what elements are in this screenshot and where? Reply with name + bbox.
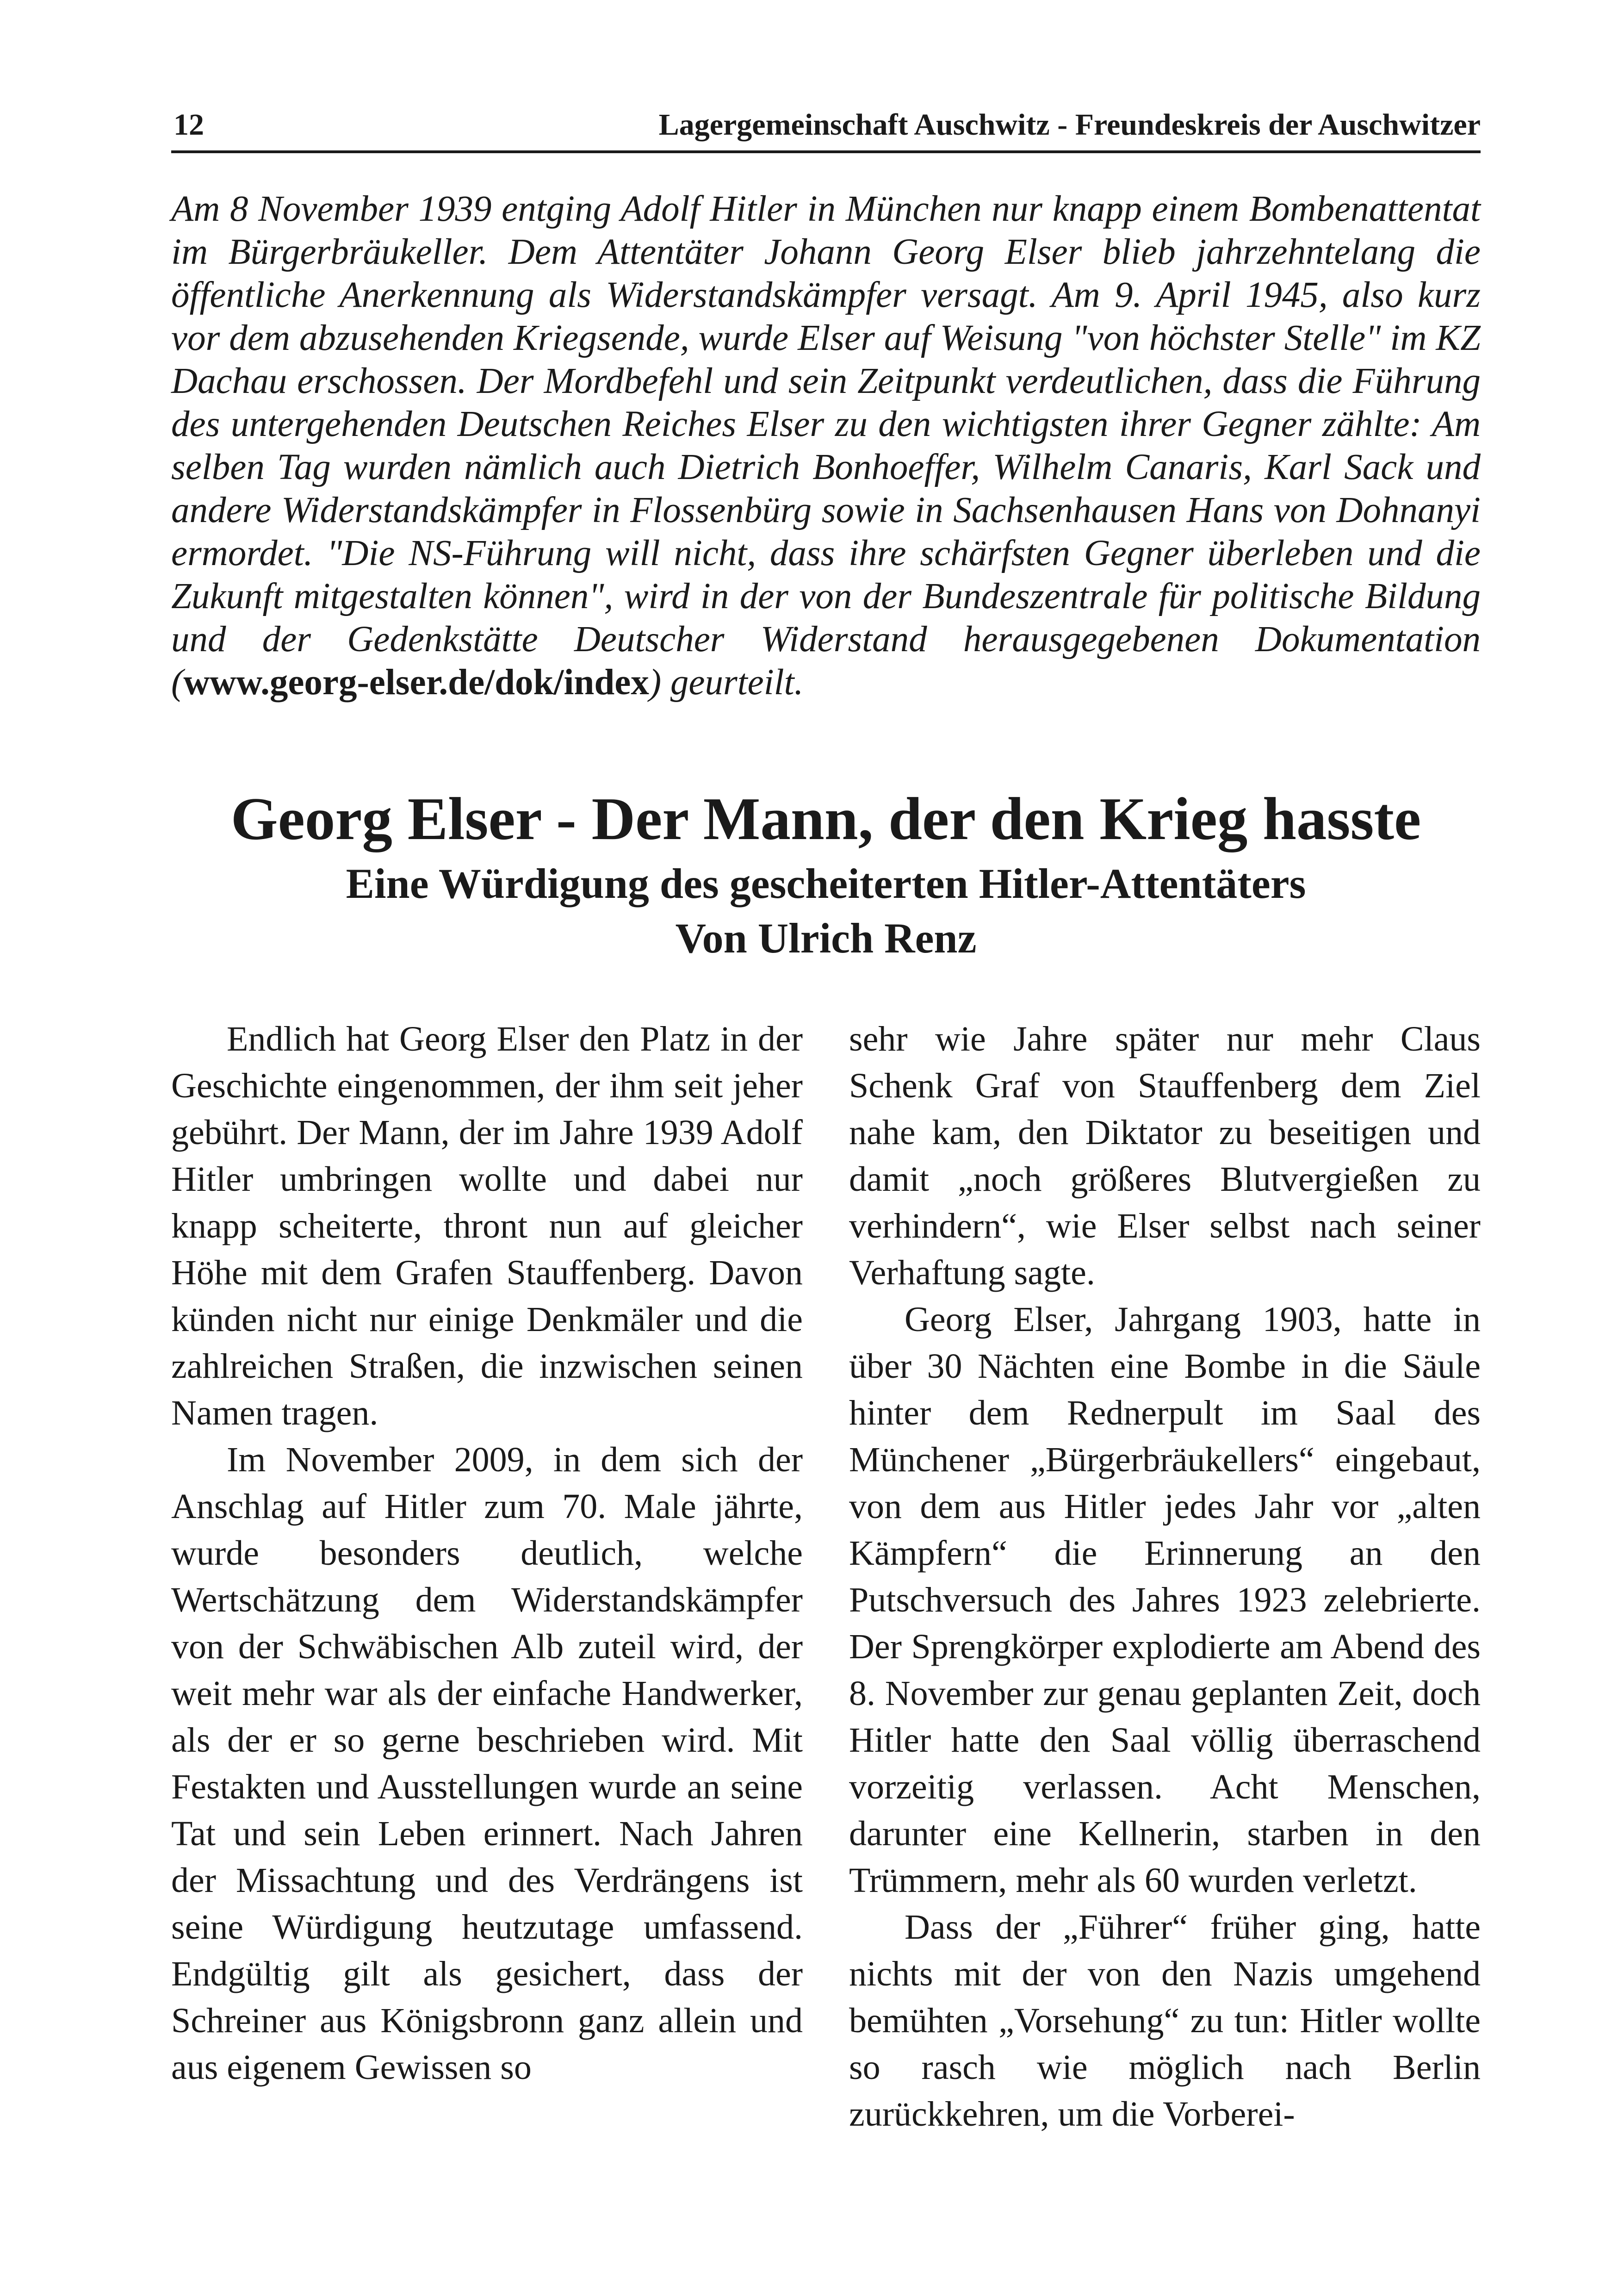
- left-column: [171, 1016, 803, 2091]
- article-author: Von Ulrich Renz: [675, 915, 977, 962]
- paragraph: Georg Elser, Jahrgang 1903, hatte in über 30 Nächten eine Bombe in die Säule hinter dem Rednerpult im Saal des Münchener „Bürgerbräukellers“ eingebaut, von dem aus Hitler jedes Jahr vor „alten Kämpfern“ die Erinnerung an den Putschversuch des Jahres 1923 zelebrierte. Der Sprengkörper explodierte am Abend des 8. November zur genau geplanten Zeit, doch Hitler hatte den Saal völlig überraschend vorzeitig verlassen. Acht Menschen, darunter eine Kellnerin, starben in den Trümmern, mehr als 60 wurden verletzt.: [849, 1300, 1481, 1900]
- paragraph-continuation: sehr wie Jahre später nur mehr Claus Schenk Graf von Stauffenberg dem Ziel nahe kam, den Diktator zu beseitigen und damit „noch größeres Blutvergießen zu verhindern“, wie Elser selbst nach seiner Verhaftung sagte.: [849, 1020, 1481, 1292]
- paragraph: Dass der „Führer“ früher ging, hatte nichts mit der von den Nazis umgehend bemühten „Vorsehung“ zu tun: Hitler wollte so rasch wie möglich nach Berlin zurückkehren, um die Vorberei-: [849, 1908, 1481, 2134]
- documentation-url: www.georg-elser.de/dok/index: [183, 662, 649, 703]
- paragraph: Endlich hat Georg Elser den Platz in der Geschichte eingenommen, der ihm seit jeher gebührt. Der Mann, der im Jahre 1939 Adolf Hitler umbringen wollte und dabei nur knapp scheiterte, thront nun auf gleicher Höhe mit dem Grafen Stauffenberg. Davon künden nicht nur einige Denkmäler und die zahlreichen Straßen, die inzwischen seinen Namen tragen.: [171, 1020, 803, 1432]
- intro-paragraph: [171, 187, 1481, 704]
- article-subtitle: Eine Würdigung des gescheiterten Hitler-Attentäters: [346, 860, 1306, 907]
- running-head: [171, 100, 1481, 153]
- intro-text-end: ) geurteilt.: [649, 662, 804, 703]
- document-page: [171, 0, 1481, 2296]
- right-column: [849, 1016, 1481, 2138]
- article-title: Georg Elser - Der Mann, der den Krieg hasste: [230, 785, 1421, 852]
- page-number: 12: [174, 108, 204, 142]
- intro-text: Am 8 November 1939 entging Adolf Hitler in München nur knapp einem Bombenattentat im Bürgerbräukeller. Dem Attentäter Johann Georg Elser blieb jahrzehntelang die öffentliche Anerkennung als Widerstandskämpfer versagt. Am 9. April 1945, also kurz vor dem abzusehenden Kriegsende, wurde Elser auf Weisung "von höchster Stelle" im KZ Dachau erschossen. Der Mordbefehl und sein Zeitpunkt verdeutlichen, dass die Führung des untergehenden Deutschen Reiches Elser zu den wichtigsten ihrer Gegner zählte: Am selben Tag wurden nämlich auch Dietrich Bonhoeffer, Wilhelm Canaris, Karl Sack und andere Widerstandskämpfer in Flossenbürg sowie in Sachsenhausen Hans von Dohnanyi ermordet. "Die NS-Führung will nicht, dass ihre schärfsten Gegner überleben und die Zukunft mitgestalten können", wird in der von der Bundeszentrale für politische Bildung und der Gedenkstätte Deutscher Widerstand herausgegebenen Dokumentation (: [171, 189, 1481, 703]
- publication-title: Lagergemeinschaft Auschwitz - Freundeskreis der Auschwitzer: [658, 108, 1481, 142]
- paragraph: Im November 2009, in dem sich der Anschlag auf Hitler zum 70. Male jährte, wurde besonders deutlich, welche Wertschätzung dem Widerstandskämpfer von der Schwäbischen Alb zuteil wird, der weit mehr war als der einfache Handwerker, als der er so gerne beschrieben wird. Mit Festakten und Ausstellungen wurde an seine Tat und sein Leben erinnert. Nach Jahren der Missachtung und des Verdrängens ist seine Würdigung heutzutage umfassend. Endgültig gilt als gesichert, dass der Schreiner aus Königsbronn ganz allein und aus eigenem Gewissen so: [171, 1440, 803, 2087]
- article-header: [171, 782, 1481, 965]
